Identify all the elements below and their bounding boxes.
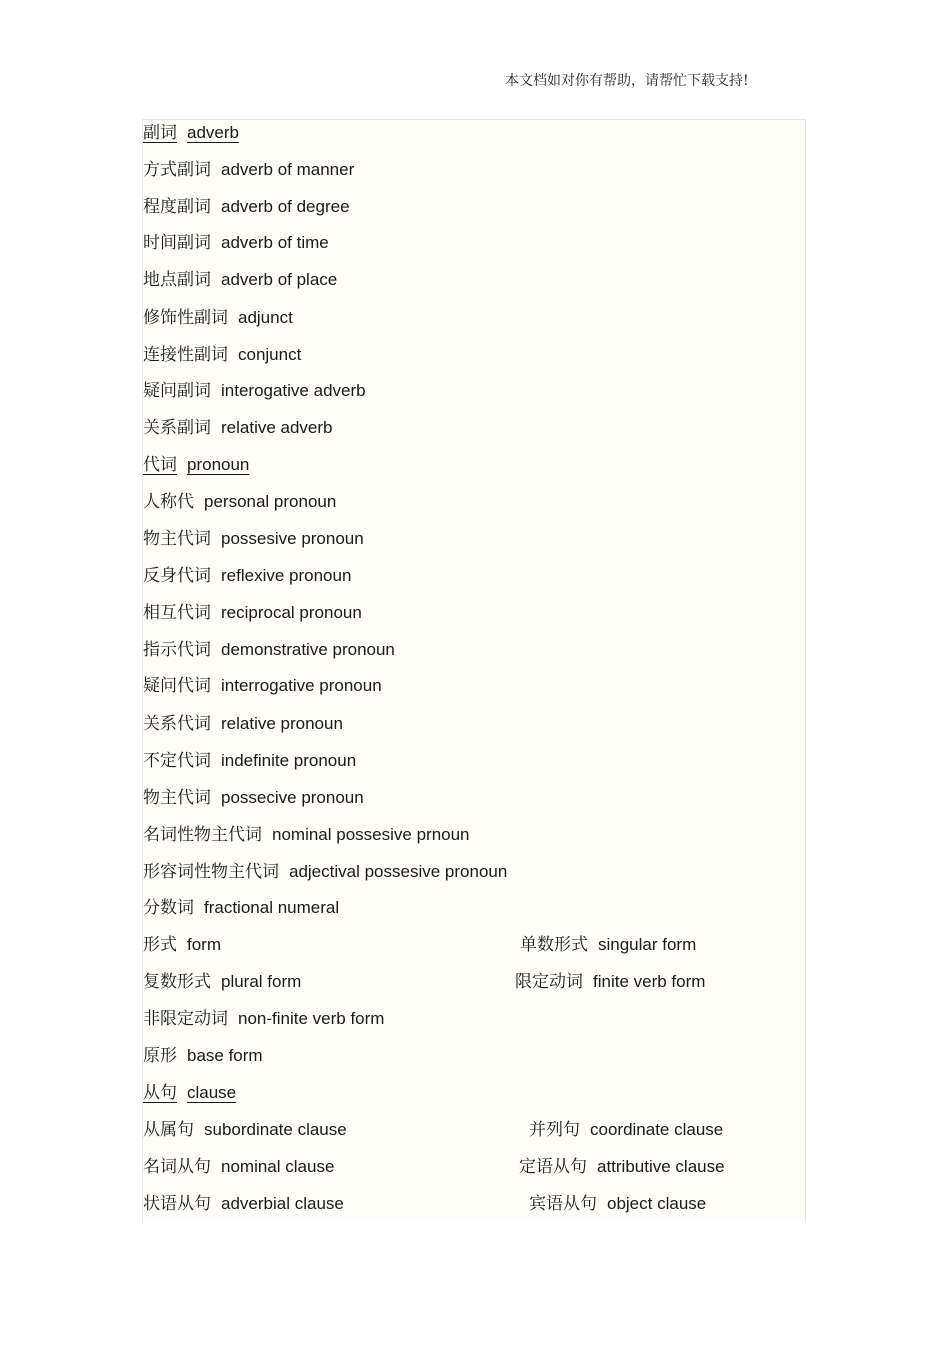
- glossary-row: [143, 1117, 783, 1143]
- term-english: indefinite pronoun: [221, 751, 357, 770]
- glossary-row: [143, 1154, 783, 1180]
- term-english: adverb of manner: [221, 160, 355, 179]
- term-chinese: 单数形式: [520, 935, 588, 955]
- glossary-row: [143, 822, 470, 848]
- glossary-row-right: [529, 1117, 723, 1143]
- term-english: subordinate clause: [204, 1120, 347, 1139]
- glossary-row: [143, 267, 337, 293]
- term-chinese: 宾语从句: [529, 1194, 597, 1214]
- term-english: reciprocal pronoun: [221, 603, 362, 622]
- term-chinese: 代词: [143, 455, 177, 475]
- term-english: adverb of time: [221, 233, 329, 252]
- glossary-row: [143, 932, 783, 958]
- term-english: adjunct: [238, 308, 293, 327]
- term-english: possesive pronoun: [221, 529, 364, 548]
- term-chinese: 方式副词: [143, 160, 211, 180]
- glossary-row: [143, 969, 783, 995]
- glossary-row: [143, 1006, 384, 1032]
- glossary-row: [143, 637, 395, 663]
- glossary-row: [143, 563, 351, 589]
- glossary-row: [143, 489, 336, 515]
- term-chinese: 程度副词: [143, 197, 211, 217]
- term-english: object clause: [607, 1194, 707, 1213]
- term-chinese: 关系副词: [143, 418, 211, 438]
- term-chinese: 分数词: [143, 898, 194, 918]
- glossary-row-right: [520, 932, 696, 958]
- term-english: non-finite verb form: [238, 1009, 385, 1028]
- term-chinese: 关系代词: [143, 714, 211, 734]
- glossary-row: [143, 378, 366, 404]
- glossary-row: [143, 230, 329, 256]
- term-chinese: 原形: [143, 1046, 177, 1066]
- term-chinese: 限定动词: [515, 972, 583, 992]
- glossary-row: [143, 342, 301, 368]
- glossary-row: [143, 415, 333, 441]
- term-chinese: 并列句: [529, 1120, 580, 1140]
- term-chinese: 形式: [143, 935, 177, 955]
- term-chinese: 状语从句: [143, 1194, 211, 1214]
- term-chinese: 名词性物主代词: [143, 825, 262, 845]
- term-english: interogative adverb: [221, 381, 366, 400]
- glossary-row: [143, 1043, 263, 1069]
- term-chinese: 时间副词: [143, 233, 211, 253]
- term-chinese: 从句: [143, 1083, 177, 1103]
- term-chinese: 指示代词: [143, 640, 211, 660]
- term-chinese: 副词: [143, 123, 177, 143]
- term-chinese: 定语从句: [519, 1157, 587, 1177]
- term-chinese: 复数形式: [143, 972, 211, 992]
- glossary-row: [143, 859, 507, 885]
- glossary-row: [143, 600, 362, 626]
- term-chinese: 从属句: [143, 1120, 194, 1140]
- term-english: interrogative pronoun: [221, 676, 382, 695]
- glossary-row: [143, 305, 293, 331]
- glossary-row-right: [529, 1191, 706, 1217]
- section-heading: [143, 452, 249, 478]
- term-english: relative adverb: [221, 418, 333, 437]
- glossary-row: [143, 526, 364, 552]
- term-chinese: 相互代词: [143, 603, 211, 623]
- term-chinese: 反身代词: [143, 566, 211, 586]
- term-chinese: 地点副词: [143, 270, 211, 290]
- term-chinese: 人称代: [143, 492, 194, 512]
- glossary-row: [143, 194, 350, 220]
- term-english: reflexive pronoun: [221, 566, 352, 585]
- term-english: conjunct: [238, 345, 302, 364]
- term-english: possecive pronoun: [221, 788, 364, 807]
- term-english: nominal possesive prnoun: [272, 825, 470, 844]
- glossary-row: [143, 1191, 783, 1217]
- glossary-row: [143, 673, 382, 699]
- term-chinese: 物主代词: [143, 788, 211, 808]
- glossary-row: [143, 748, 356, 774]
- term-english: relative pronoun: [221, 714, 343, 733]
- term-english: nominal clause: [221, 1157, 335, 1176]
- glossary-content: [142, 119, 806, 1222]
- term-chinese: 疑问副词: [143, 381, 211, 401]
- glossary-row: [143, 711, 343, 737]
- glossary-row: [143, 157, 354, 183]
- glossary-row-right: [515, 969, 705, 995]
- term-chinese: 物主代词: [143, 529, 211, 549]
- term-english: attributive clause: [597, 1157, 725, 1176]
- term-english: clause: [187, 1083, 237, 1102]
- glossary-row: [143, 895, 339, 921]
- term-english: form: [187, 935, 221, 954]
- glossary-row-right: [519, 1154, 725, 1180]
- term-chinese: 疑问代词: [143, 676, 211, 696]
- term-english: coordinate clause: [590, 1120, 724, 1139]
- term-chinese: 连接性副词: [143, 345, 228, 365]
- term-english: singular form: [598, 935, 697, 954]
- term-chinese: 不定代词: [143, 751, 211, 771]
- term-chinese: 修饰性副词: [143, 308, 228, 328]
- term-english: personal pronoun: [204, 492, 337, 511]
- term-english: fractional numeral: [204, 898, 340, 917]
- term-english: finite verb form: [593, 972, 706, 991]
- term-english: base form: [187, 1046, 263, 1065]
- term-english: adverb of degree: [221, 197, 350, 216]
- section-heading: [143, 120, 239, 146]
- glossary-row: [143, 785, 364, 811]
- term-english: adverbial clause: [221, 1194, 344, 1213]
- section-heading: [143, 1080, 236, 1106]
- term-english: adjectival possesive pronoun: [289, 862, 508, 881]
- term-chinese: 非限定动词: [143, 1009, 228, 1029]
- term-english: adverb: [187, 123, 239, 142]
- header-note: 本文档如对你有帮助，请帮忙下载支持!: [505, 73, 749, 89]
- term-english: plural form: [221, 972, 302, 991]
- term-english: demonstrative pronoun: [221, 640, 395, 659]
- term-chinese: 形容词性物主代词: [143, 862, 279, 882]
- term-english: adverb of place: [221, 270, 338, 289]
- term-english: pronoun: [187, 455, 250, 474]
- term-chinese: 名词从句: [143, 1157, 211, 1177]
